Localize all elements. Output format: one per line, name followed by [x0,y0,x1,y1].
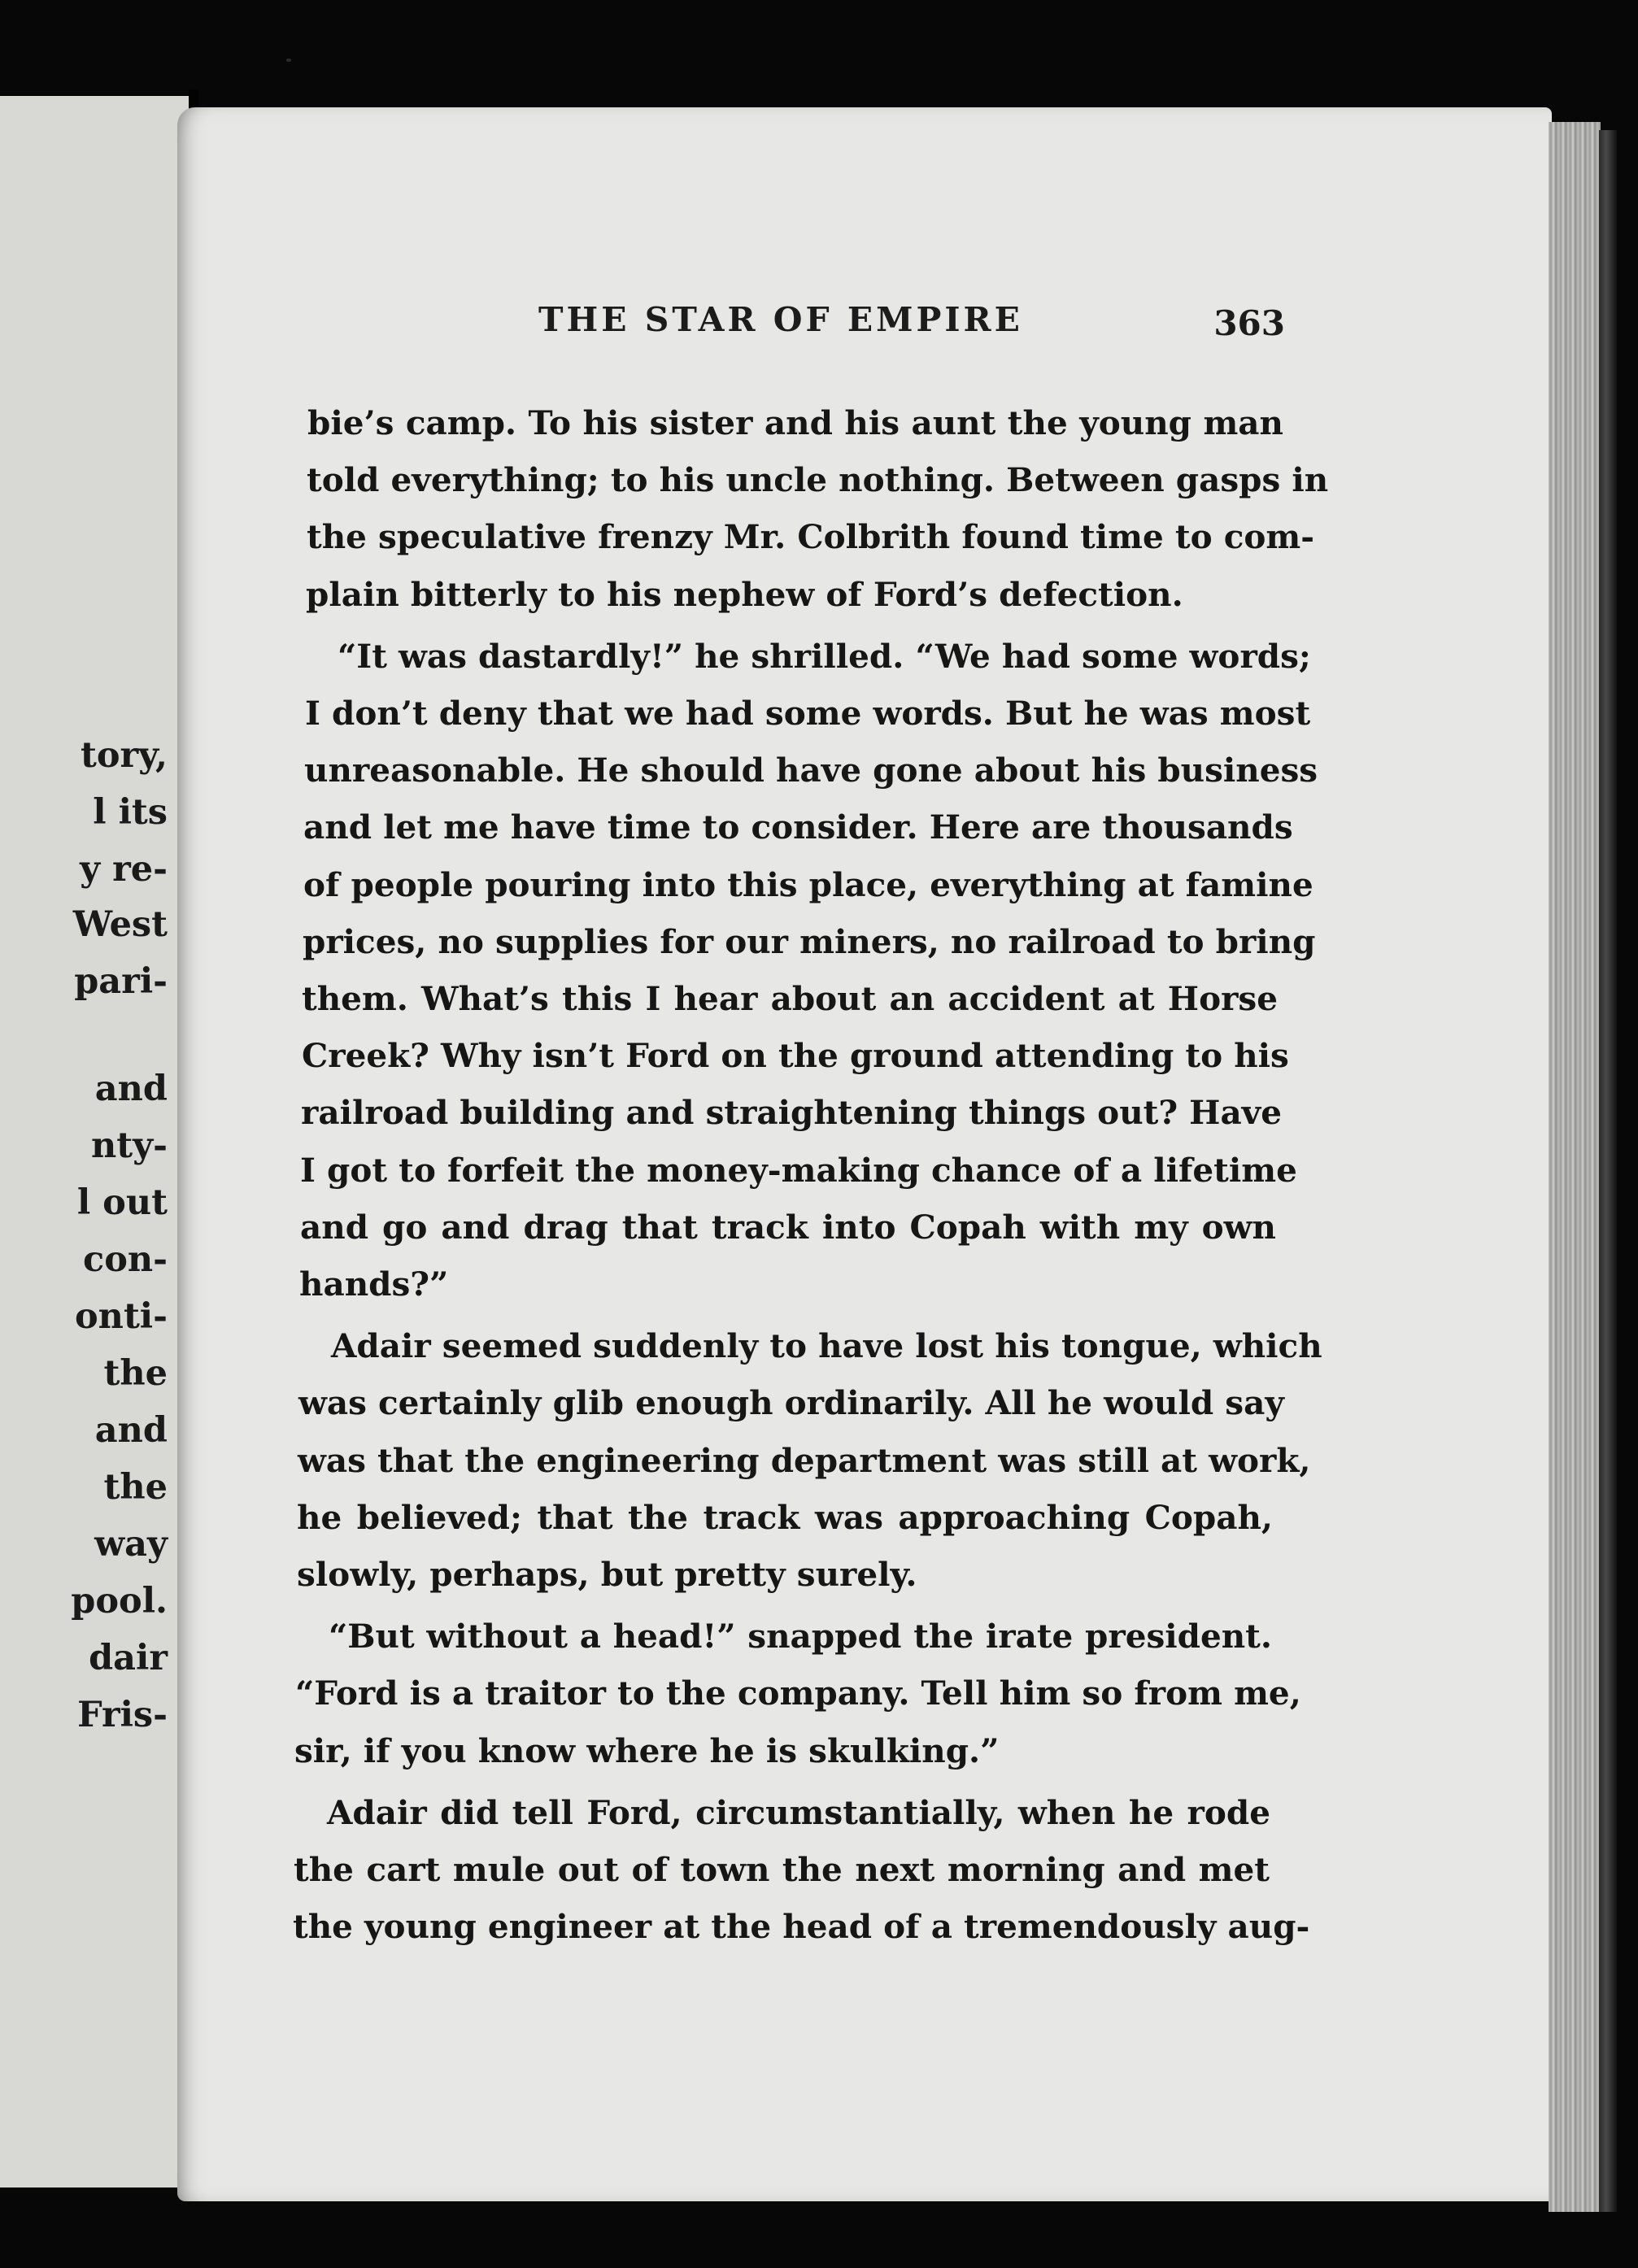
text-line: and go and drag that track into Copah with my own [300,1208,1276,1247]
running-head [521,300,1285,349]
text-line: and let me have time to consider. Here are thousands [303,808,1293,847]
left-page-fragment: pari- [74,961,168,1002]
left-page-fragment: pool. [71,1581,168,1622]
left-page-fragment: nty- [91,1125,168,1166]
left-page-fragment: and [94,1410,168,1451]
left-page-fragment: the [103,1353,168,1394]
text-line: Adair did tell Ford, circumstantially, when he rode [327,1793,1270,1832]
text-line: Adair seemed suddenly to have lost his tongue, which [331,1326,1322,1365]
text-line: I don’t deny that we had some words. But he was most [305,694,1311,733]
text-line: “But without a head!” snapped the irate president. [329,1617,1272,1656]
text-line: was that the engineering department was still at work, [298,1441,1311,1480]
text-line: told everything; to his uncle nothing. Between gasps in [307,460,1329,499]
text-line: railroad building and straightening things out? Have [301,1093,1282,1132]
text-line: the young engineer at the head of a tremendously aug- [293,1907,1310,1946]
text-line: sir, if you know where he is skulking.” [294,1731,1000,1770]
text-line: plain bitterly to his nephew of Ford’s defection. [306,575,1183,614]
text-line: slowly, perhaps, but pretty surely. [297,1555,917,1594]
left-page-fragment: West [72,904,168,945]
text-line: I got to forfeit the money-making chance of a lifetime [300,1151,1297,1190]
left-page-fragment: way [94,1524,168,1565]
text-line: he believed; that the track was approaching Copah, [297,1498,1273,1537]
left-page-fragment: l its [93,792,168,833]
left-page-fragment: Fris- [77,1695,168,1735]
left-page-fragment: l out [76,1182,168,1223]
text-line: unreasonable. He should have gone about his business [304,751,1318,790]
text-line: Creek? Why isn’t Ford on the ground attending to his [302,1036,1289,1075]
text-line: the cart mule out of town the next morning and met [294,1850,1270,1889]
text-line: was certainly glib enough ordinarily. All he would say [298,1383,1284,1422]
text-line: “Ford is a traitor to the company. Tell him so from me, [295,1674,1301,1713]
text-line: “It was dastardly!” he shrilled. “We had some words; [338,637,1311,676]
text-line: hands?” [299,1265,449,1304]
page-number: 363 [1213,303,1285,343]
text-line: of people pouring into this place, everything at famine [303,865,1313,904]
left-page-fragment: con- [83,1239,168,1280]
running-title: THE STAR OF EMPIRE [538,300,1023,339]
page-edges [1549,122,1601,2212]
dust-speck [286,59,291,62]
binding-edge [1599,130,1617,2212]
text-line: bie’s camp. To his sister and his aunt the young man [307,403,1283,442]
text-line: prices, no supplies for our miners, no railroad to bring [303,922,1316,961]
left-page-fragment: and [94,1069,168,1109]
left-page-fragment: tory, [80,735,168,776]
left-page-fragment: dair [89,1638,168,1678]
left-page-fragment: the [103,1467,168,1508]
left-facing-page [0,96,189,2187]
text-line: the speculative frenzy Mr. Colbrith found time to com- [307,517,1315,556]
left-page-fragment: y re- [80,849,168,890]
text-line: them. What’s this I hear about an accident at Horse [302,979,1278,1018]
left-page-fragment: onti- [75,1296,168,1337]
